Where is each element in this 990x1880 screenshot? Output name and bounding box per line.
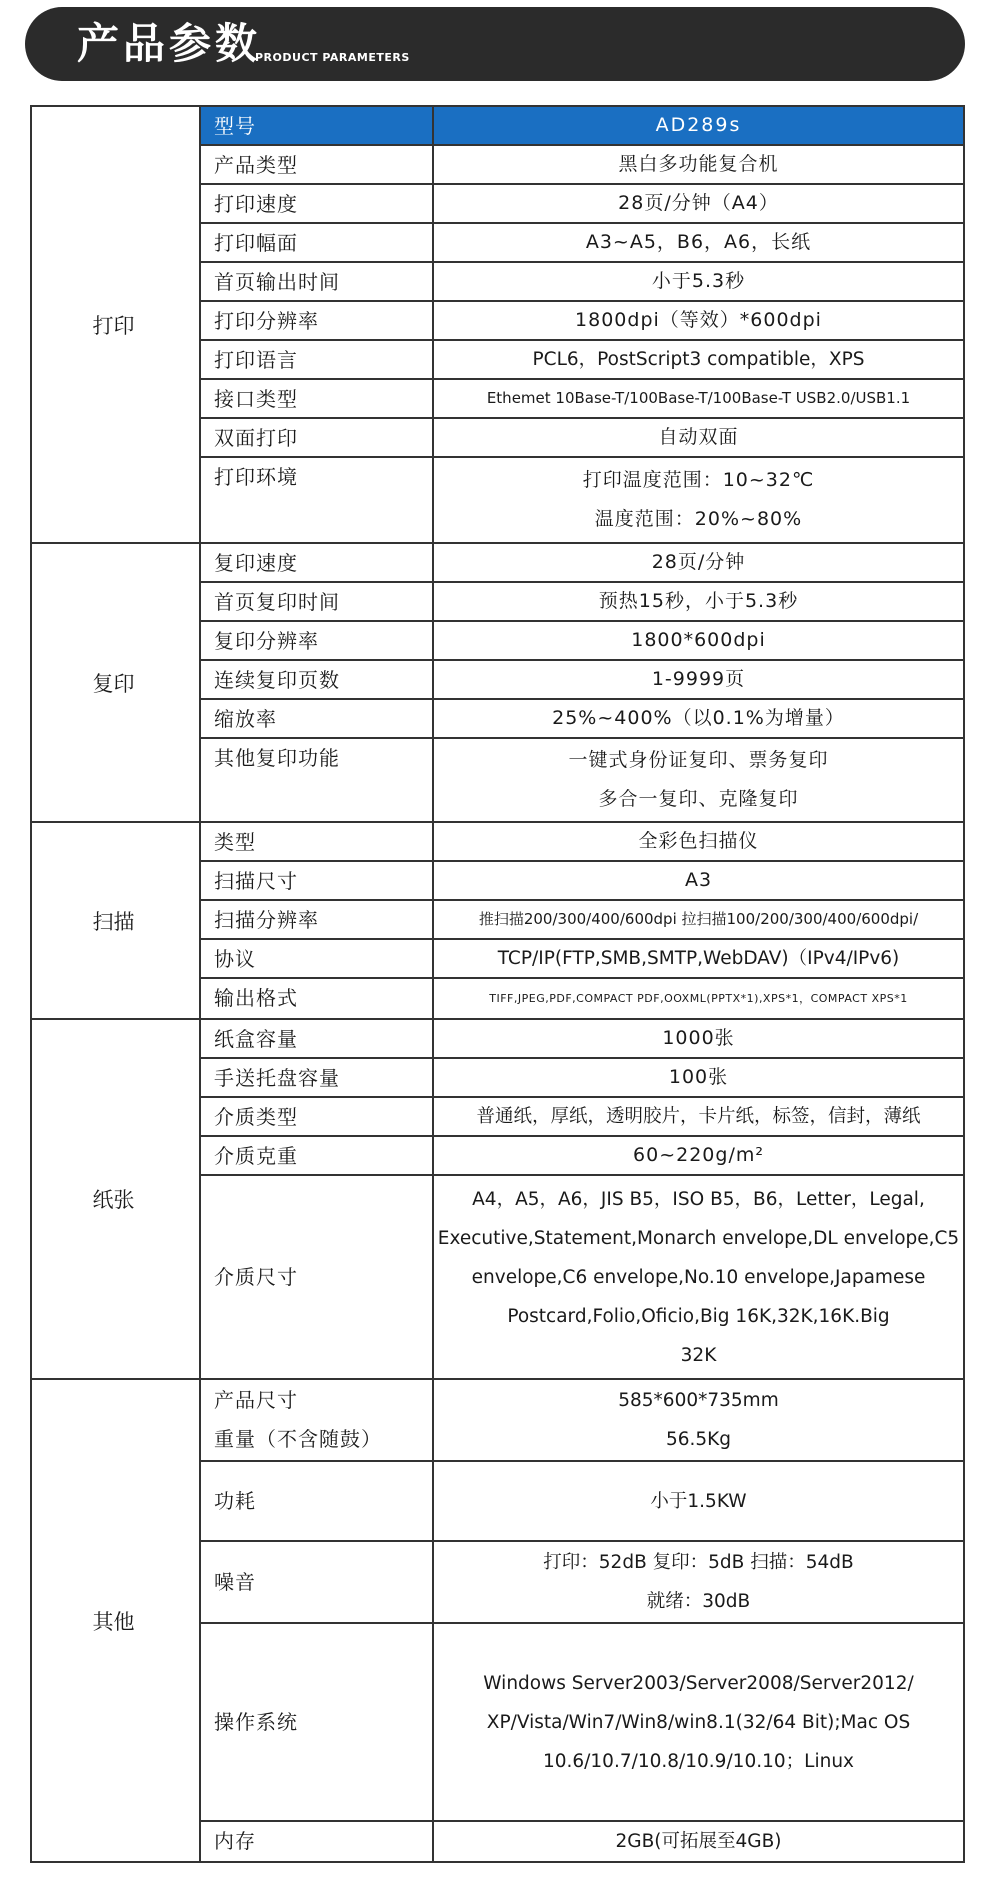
param-value: 25%~400%（以0.1%为增量） [434, 700, 965, 737]
param-value: 100张 [434, 1059, 965, 1096]
param-value-line: Postcard,Folio,Oficio,Big 16K,32K,16K.Big [507, 1305, 890, 1327]
table-row [201, 146, 965, 185]
table-row [201, 622, 965, 661]
param-value: 预热15秒，小于5.3秒 [434, 583, 965, 620]
table-row [201, 1137, 965, 1176]
param-value-line: 多合一复印、克隆复印 [598, 788, 799, 810]
param-key-line: 重量（不含随鼓） [214, 1427, 382, 1451]
param-value-line: Windows Server2003/Server2008/Server2012/ [483, 1672, 914, 1694]
table-row [201, 458, 965, 542]
table-row [201, 862, 965, 901]
table-row [201, 224, 965, 263]
param-key: 协议 [201, 940, 434, 977]
param-value: 小于1.5KW [434, 1462, 965, 1540]
param-value-line: 打印温度范围：10~32℃ [582, 469, 815, 491]
param-value-line: 一键式身份证复印、票务复印 [568, 749, 829, 771]
group-scan [32, 823, 965, 1020]
param-value: 2GB(可拓展至4GB) [434, 1822, 965, 1861]
group-paper [32, 1020, 965, 1380]
param-value: 60~220g/m² [434, 1137, 965, 1174]
group-label: 扫描 [32, 823, 201, 1018]
param-key: 复印分辨率 [201, 622, 434, 659]
param-value-line: 56.5Kg [665, 1429, 732, 1450]
param-value-line: A4，A5，A6，JIS B5，ISO B5，B6，Letter，Legal, [472, 1188, 925, 1210]
param-key: 产品类型 [201, 146, 434, 183]
param-key: 连续复印页数 [201, 661, 434, 698]
group-copy [32, 544, 965, 823]
param-value-line: envelope,C6 envelope,No.10 envelope,Japamese [471, 1266, 926, 1288]
header-banner [25, 7, 965, 81]
param-key: 打印语言 [201, 341, 434, 378]
param-key: 内存 [201, 1822, 434, 1861]
table-row [201, 1624, 965, 1822]
param-value: 28页/分钟（A4） [434, 185, 965, 222]
param-key: 扫描尺寸 [201, 862, 434, 899]
param-value [434, 1380, 965, 1460]
param-key: 打印环境 [201, 458, 434, 542]
param-value-line: 温度范围：20%~80% [594, 508, 803, 530]
param-key: 打印分辨率 [201, 302, 434, 339]
param-key: 缩放率 [201, 700, 434, 737]
param-key: 类型 [201, 823, 434, 860]
param-value: Ethemet 10Base-T/100Base-T/100Base-T USB2.0/USB1.1 [434, 380, 965, 417]
param-key: 介质类型 [201, 1098, 434, 1135]
parameter-table [30, 105, 965, 1863]
param-key: 介质尺寸 [201, 1176, 434, 1378]
param-value: 28页/分钟 [434, 544, 965, 581]
group-label: 其他 [32, 1380, 201, 1861]
param-key: 型号 [201, 107, 434, 144]
table-row [201, 380, 965, 419]
table-row [201, 1380, 965, 1462]
table-row [201, 1020, 965, 1059]
table-row [201, 739, 965, 821]
table-row [201, 185, 965, 224]
param-key: 输出格式 [201, 979, 434, 1018]
group-label: 纸张 [32, 1020, 201, 1378]
param-key: 接口类型 [201, 380, 434, 417]
param-value-line: 585*600*735mm [618, 1390, 779, 1411]
param-key [201, 1380, 434, 1460]
group-label: 复印 [32, 544, 201, 821]
group-other [32, 1380, 965, 1863]
table-row [201, 302, 965, 341]
param-key: 打印速度 [201, 185, 434, 222]
param-value: PCL6，PostScript3 compatible，XPS [434, 341, 965, 378]
param-value: 黑白多功能复合机 [434, 146, 965, 183]
table-row [201, 544, 965, 583]
param-value: A3 [434, 862, 965, 899]
page-title: 产品参数 [77, 19, 262, 68]
param-value [434, 739, 965, 821]
param-key: 其他复印功能 [201, 739, 434, 821]
param-key: 纸盒容量 [201, 1020, 434, 1057]
table-row [201, 1542, 965, 1624]
param-value-line: XP/Vista/Win7/Win8/win8.1(32/64 Bit);Mac OS [486, 1711, 911, 1733]
param-value-line: Executive,Statement,Monarch envelope,DL envelope,C5 [437, 1227, 960, 1249]
table-row [201, 341, 965, 380]
param-key: 复印速度 [201, 544, 434, 581]
param-key: 功耗 [201, 1462, 434, 1540]
table-row [201, 661, 965, 700]
table-row [201, 107, 965, 146]
param-value: 自动双面 [434, 419, 965, 456]
table-row [201, 419, 965, 458]
param-value-line: 10.6/10.7/10.8/10.9/10.10；Linux [542, 1750, 854, 1772]
param-key: 扫描分辨率 [201, 901, 434, 938]
param-value [434, 458, 965, 542]
table-row [201, 1822, 965, 1861]
group-print [32, 107, 965, 544]
param-value: TCP/IP(FTP,SMB,SMTP,WebDAV)（IPv4/IPv6) [434, 940, 965, 977]
param-value: 1-9999页 [434, 661, 965, 698]
table-row [201, 940, 965, 979]
table-row [201, 700, 965, 739]
page-subtitle: PRODUCT PARAMETERS [255, 51, 410, 64]
group-label: 打印 [32, 107, 201, 542]
param-value: 1800*600dpi [434, 622, 965, 659]
param-value: 普通纸，厚纸，透明胶片，卡片纸，标签，信封，薄纸 [434, 1098, 965, 1135]
param-value: 1000张 [434, 1020, 965, 1057]
param-key-line: 产品尺寸 [214, 1388, 298, 1412]
param-value-line: 32K [680, 1344, 717, 1366]
table-row [201, 583, 965, 622]
table-row [201, 979, 965, 1018]
param-value: AD289s [434, 107, 965, 144]
table-row [201, 901, 965, 940]
param-value: 小于5.3秒 [434, 263, 965, 300]
param-value [434, 1542, 965, 1622]
param-value: 全彩色扫描仪 [434, 823, 965, 860]
param-key: 噪音 [201, 1542, 434, 1622]
param-key: 操作系统 [201, 1624, 434, 1820]
table-row [201, 263, 965, 302]
param-key: 首页输出时间 [201, 263, 434, 300]
param-key: 打印幅面 [201, 224, 434, 261]
param-value: 1800dpi（等效）*600dpi [434, 302, 965, 339]
table-row [201, 1176, 965, 1378]
table-row [201, 1462, 965, 1542]
param-key: 介质克重 [201, 1137, 434, 1174]
table-row [201, 1098, 965, 1137]
param-value-line: 打印：52dB 复印：5dB 扫描：54dB [543, 1552, 854, 1573]
param-value: TIFF,JPEG,PDF,COMPACT PDF,OOXML(PPTX*1),XPS*1，COMPACT XPS*1 [434, 979, 965, 1018]
param-value-line: 就绪：30dB [646, 1591, 751, 1612]
table-row [201, 1059, 965, 1098]
param-value [434, 1624, 965, 1820]
param-key: 手送托盘容量 [201, 1059, 434, 1096]
param-value: 推扫描200/300/400/600dpi 拉扫描100/200/300/400/600dpi/ [434, 901, 965, 938]
param-value [434, 1176, 965, 1378]
param-key: 首页复印时间 [201, 583, 434, 620]
table-row [201, 823, 965, 862]
param-value: A3~A5，B6，A6，长纸 [434, 224, 965, 261]
param-key: 双面打印 [201, 419, 434, 456]
